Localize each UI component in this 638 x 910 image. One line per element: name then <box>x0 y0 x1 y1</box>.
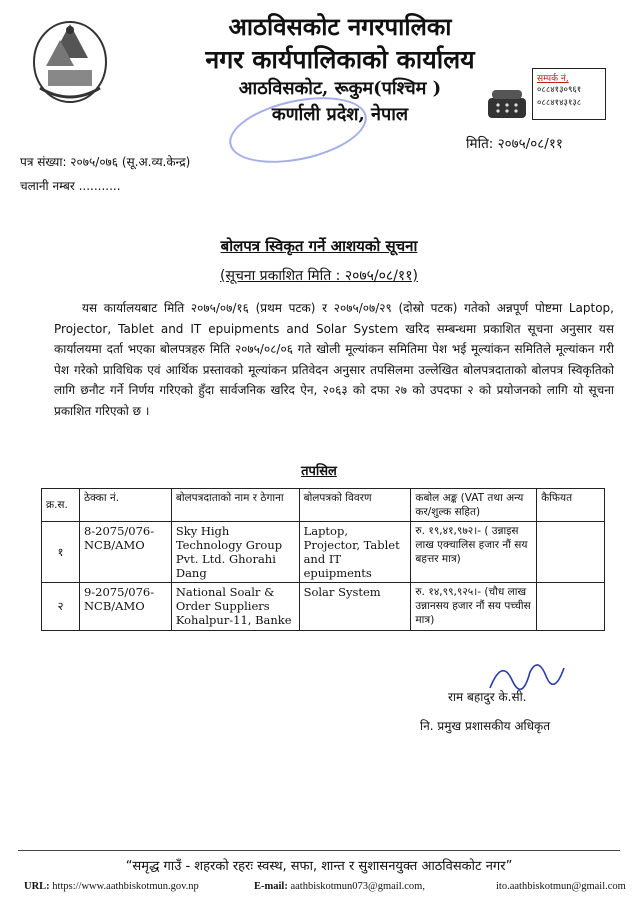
url-label: URL: <box>24 881 50 892</box>
nepal-emblem-icon <box>30 10 110 110</box>
email-label: E-mail: <box>254 881 288 892</box>
cell-description: Laptop, Projector, Tablet and IT epuipments <box>299 522 411 583</box>
cell-sn: १ <box>42 522 80 583</box>
office-address: आठविसकोट, रूकुम(पश्चिम ) <box>238 78 442 99</box>
letter-date: मिति: २०७५/०८/११ <box>466 136 563 152</box>
cell-remarks <box>537 583 605 631</box>
table-row <box>42 522 605 583</box>
bid-table <box>41 488 605 631</box>
footer-slogan: “समृद्ध गाउँ - शहरको रहरः स्वस्थ, सफा, शान्त र सुशासनयुक्त आठविसकोट नगर” <box>125 859 513 874</box>
notice-subtitle: (सूचना प्रकाशित मिति : २०७५/०८/११) <box>220 268 418 284</box>
contact-box <box>532 68 606 120</box>
cell-sn: २ <box>42 583 80 631</box>
cell-bidder: National Soalr & Order Suppliers Kohalpur-11, Banke <box>171 583 299 631</box>
header-bidder: बोलपत्रदाताको नाम र ठेगाना <box>171 489 299 522</box>
cell-remarks <box>537 522 605 583</box>
header-sn: क्र.स. <box>42 489 80 522</box>
header-remarks: कैफियत <box>537 489 605 522</box>
details-heading: तपसिल <box>301 464 337 479</box>
header-description: बोलपत्रको विवरण <box>299 489 411 522</box>
contact-phone-1: ०८८४१३०९६१ <box>537 85 582 95</box>
footer-divider <box>18 850 620 851</box>
website-link[interactable]: https://www.aathbiskotmun.gov.np <box>52 881 199 892</box>
cell-description: Solar System <box>299 583 411 631</box>
footer-url-group <box>24 881 199 892</box>
cell-amount: रु. १९,४१,९७२।- ( उन्नाइस लाख एक्चालिस हजार नौं सय बहत्तर मात्र) <box>411 522 537 583</box>
signer-name: राम बहादुर के.सी. <box>448 690 527 704</box>
letter-number: पत्र संख्या: २०७५/०७६ (सू.अ.व्य.केन्द्र) <box>20 155 191 169</box>
office-name: नगर कार्यपालिकाको कार्यालय <box>205 45 475 74</box>
header-contract: ठेक्का नं. <box>79 489 171 522</box>
contact-title: सम्पर्क नं, <box>537 74 569 84</box>
notice-body: यस कार्यालयबाट मिति २०७५/०७/१६ (प्रथम पटक) र २०७५/०७/२९ (दोस्रो पटक) गतेको अन्नपूर्ण पोष्टमा Laptop, Projector, Tablet and IT epuipments and Solar System खरिद सम्बन्धमा प्रकाशित सूचना अनुसार यस कार्यालयमा दर्ता भएका बोलपत्रहरु मिति २०७५/०८/०६ गते खोली मूल्यांकन समितिमा पेश भई मूल्यांकन समितिले मूल्यांकन गरी पेश गरेको प्राविधिक एवं आर्थिक प्रस्तावको मूल्यांकन प्रतिवेदन अनुसार तपसिलमा उल्लेखित बोलपत्रदाताको बोलपत्र स्विकृतिको लागि छनौट गर्ने निर्णय गरिएको हुँदा सार्वजनिक खरिद ऐन, २०६३ को दफा २७ को उपदफा २ को प्रयोजनको लागि यो सूचना प्रकाशित गरिएको छ । <box>54 301 614 418</box>
cell-amount: रु. १४,९९,९२५।- (चौध लाख उन्नानसय हजार नौं सय पच्चीस मात्र) <box>411 583 537 631</box>
municipality-name: आठविसकोट नगरपालिका <box>228 12 452 41</box>
notice-title: बोलपत्र स्विकृत गर्ने आशयको सूचना <box>220 237 418 255</box>
cell-bidder: Sky High Technology Group Pvt. Ltd. Ghorahi Dang <box>171 522 299 583</box>
cell-contract: 9-2075/076-NCB/AMO <box>79 583 171 631</box>
signer-title: नि. प्रमुख प्रशासकीय अधिकृत <box>420 719 551 733</box>
province: कर्णाली प्रदेश, नेपाल <box>271 104 409 125</box>
header-amount: कबोल अङ्क (VAT तथा अन्य कर/शुल्क सहित) <box>411 489 537 522</box>
contact-phone-2: ०८८४१४३१३८ <box>537 98 582 108</box>
footer-email-group <box>254 881 425 892</box>
table-header-row <box>42 489 605 522</box>
cell-contract: 8-2075/076-NCB/AMO <box>79 522 171 583</box>
telephone-icon <box>486 88 528 120</box>
email-link-1[interactable]: aathbiskotmun073@gmail.com, <box>290 881 425 892</box>
email-link-2[interactable]: ito.aathbiskotmun@gmail.com <box>496 881 626 892</box>
dispatch-number: चलानी नम्बर ........... <box>20 179 121 193</box>
table-row <box>42 583 605 631</box>
